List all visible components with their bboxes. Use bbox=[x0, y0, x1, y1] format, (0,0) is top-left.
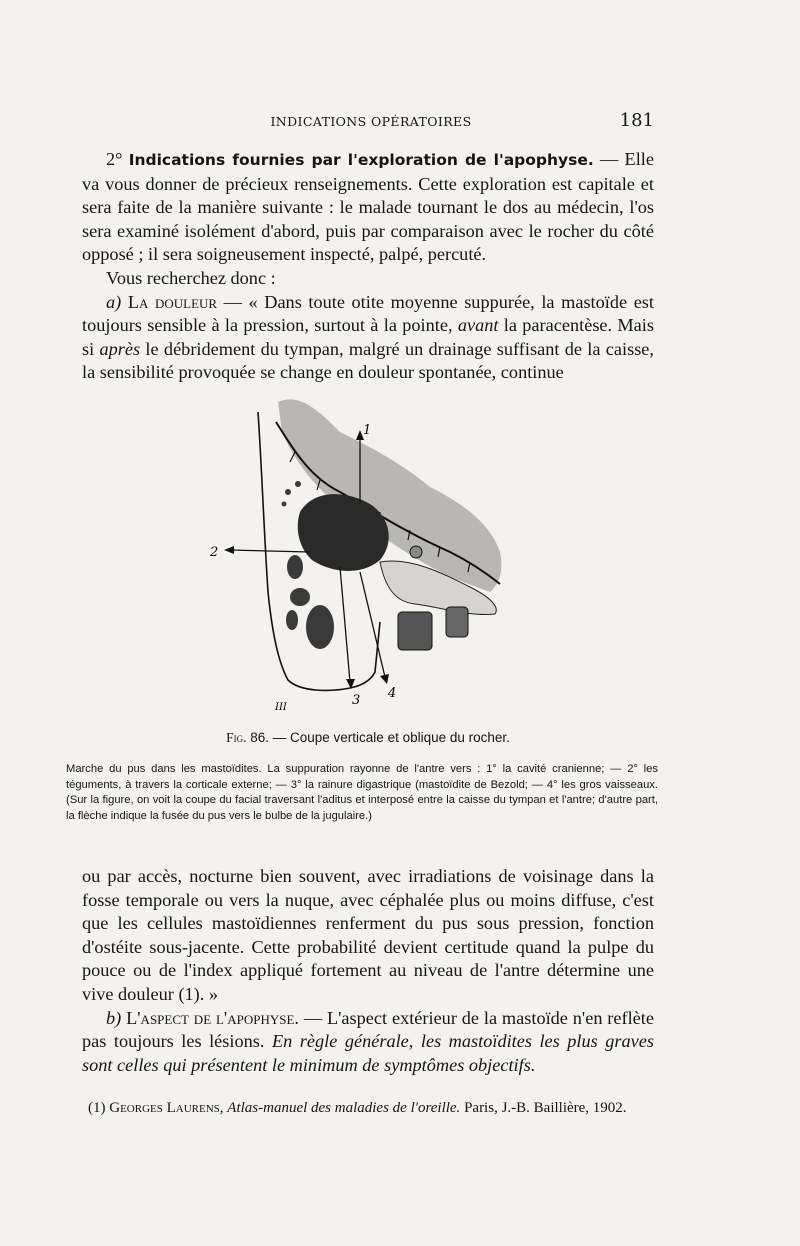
arrow-label-3: 3 bbox=[352, 693, 361, 708]
paragraph-text: — « Dans toute otite moyenne suppurée, la mastoïde est toujours sensible à la pression, surtout à la pointe, bbox=[82, 291, 655, 336]
caption-fig-label: Fig. bbox=[226, 730, 247, 745]
paragraph-text: — L'aspect extérieur de la mastoïde n'en reflète pas toujours les lésions. bbox=[82, 1007, 654, 1052]
body-text-top bbox=[82, 148, 654, 385]
arrow-label-2: 2 bbox=[210, 545, 219, 560]
carotid-vessel bbox=[446, 607, 468, 637]
section-heading: Indications fournies par l'exploration de l'apophyse. bbox=[128, 151, 594, 169]
page-number: 181 bbox=[619, 110, 654, 131]
figure-mark: III bbox=[275, 702, 287, 713]
facial-nerve bbox=[410, 546, 422, 558]
paragraph-text: la paracentèse. Mais si bbox=[82, 315, 654, 359]
anatomical-illustration bbox=[200, 392, 510, 722]
paragraph-recherchez: Vous recherchez donc : bbox=[106, 267, 276, 288]
list-marker-b: b) bbox=[106, 1007, 122, 1028]
arrow-label-4: 4 bbox=[388, 686, 397, 701]
footnote-publisher: Paris, J.-B. Baillière, 1902. bbox=[460, 1100, 627, 1116]
arrow-label-1: 1 bbox=[363, 423, 372, 438]
figure-legend: Marche du pus dans les mastoïdites. La suppuration rayonne de l'antre vers : 1° la cavité cranienne; — 2° les téguments, à travers la corticale externe; — 3° la rainure digastrique (mastoïdite de Bezold; — 4° les gros vaisseaux. (Sur la figure, on voit la coupe du facial traversant l'aditus et interposé entre la caisse du tympan et l'antre; d'autre part, la flèche indique la fusée du pus vers le bulbe de la jugulaire.) bbox=[66, 763, 658, 822]
running-head bbox=[88, 110, 654, 132]
footnote-title: Atlas-manuel des maladies de l'oreille. bbox=[227, 1100, 461, 1116]
paragraph-text: — Elle va vous donner de précieux renseignements. Cette exploration est capitale et sera faite de la manière suivante : le malade tournant le dos au médecin, l'os sera examiné isolément d'abord, puis par comparaison avec le rocher du côté opposé ; il sera soigneusement inspecté, palpé, percuté. bbox=[82, 149, 654, 265]
jugular-vessel bbox=[398, 612, 432, 650]
subheading-douleur: La douleur bbox=[127, 291, 218, 312]
subheading-aspect: L'aspect de l'apophyse. bbox=[126, 1007, 299, 1028]
paragraph-indications bbox=[82, 148, 654, 267]
italic-word: après bbox=[99, 338, 141, 359]
list-marker-a: a) bbox=[106, 291, 122, 312]
paragraph-text: le débridement du tympan, malgré un drainage suffisant de la caisse, la sensibilité provoquée se change en douleur spontanée, continue bbox=[82, 338, 654, 383]
italic-sentence: En règle générale, les mastoïdites les plus graves sont celles qui présentent le minimum de symptômes objectifs. bbox=[82, 1031, 654, 1075]
caption-number: 86. bbox=[250, 730, 270, 745]
footnote bbox=[88, 1100, 668, 1117]
footnote-marker: (1) bbox=[88, 1100, 106, 1116]
caption-text: — Coupe verticale et oblique du rocher. bbox=[269, 730, 510, 745]
paragraph-continued: ou par accès, nocturne bien souvent, avec irradiations de voisinage dans la fosse temporale ou vers la nuque, avec céphalée plus ou moins diffuse, c'est que les cellules mastoïdiennes renferment du pus sous pression, fonction d'ostéite sous-jacente. Cette probabilité devient certitude quand la pulpe du pouce ou de l'index appliqué fortement au niveau de l'antre détermine une vive douleur (1). » bbox=[82, 866, 654, 1004]
section-number: 2° bbox=[106, 149, 123, 169]
paragraph-aspect bbox=[82, 1007, 654, 1078]
italic-word: avant bbox=[457, 315, 499, 336]
figure-86 bbox=[200, 392, 510, 722]
paragraph-douleur bbox=[82, 291, 654, 385]
running-title: INDICATIONS OPÉRATOIRES bbox=[270, 114, 472, 129]
footnote-author: Georges Laurens, bbox=[109, 1100, 224, 1116]
body-text-bottom bbox=[82, 865, 654, 1077]
figure-caption bbox=[82, 730, 654, 746]
